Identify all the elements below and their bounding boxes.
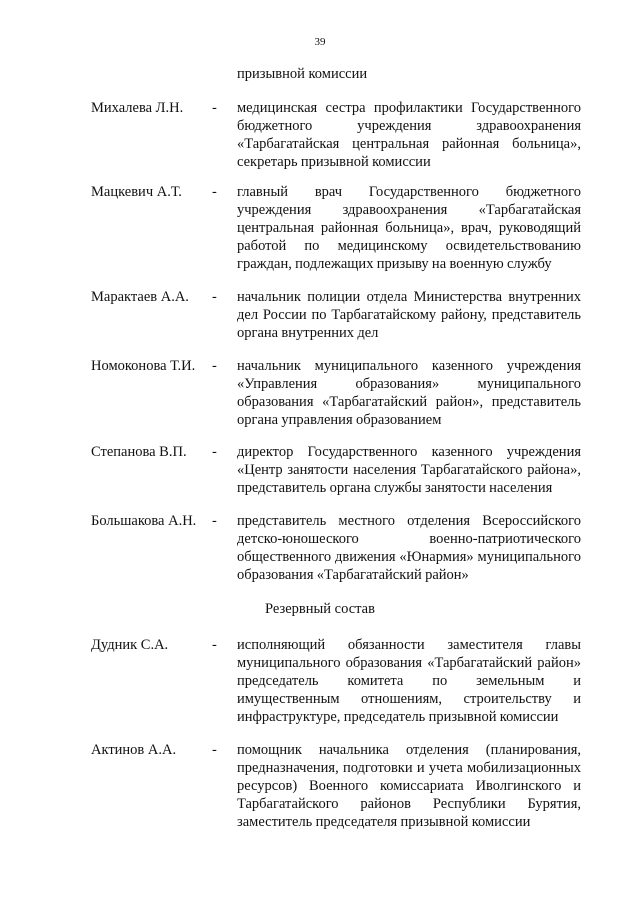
member-name: Номоконова Т.И. — [91, 358, 196, 374]
entry-dash: - — [212, 289, 217, 305]
entry-dash: - — [212, 184, 217, 200]
reserve-member-entry — [91, 636, 581, 726]
member-name: Дудник С.А. — [91, 637, 169, 653]
continuation-text: призывной комиссии — [237, 66, 368, 82]
reserve-member-entry — [91, 741, 581, 831]
member-name: Актинов А.А. — [91, 742, 177, 758]
member-name: Михалева Л.Н. — [91, 100, 184, 116]
member-description: исполняющий обязанности заместителя главы муниципального образования «Тарбагатайский район» председатель комитета по земельным и имущественным отношениям, строительству и инфраструктуре, председатель призывной комиссии — [237, 637, 581, 725]
entry-dash: - — [212, 742, 217, 758]
member-description: представитель местного отделения Всероссийского детско-юношеского военно-патриотического общественного движения «Юнармия» муниципального образования «Тарбагатайский район» — [237, 513, 581, 583]
entry-dash: - — [212, 358, 217, 374]
entry-dash: - — [212, 444, 217, 460]
member-entry — [91, 443, 581, 497]
member-description: директор Государственного казенного учреждения «Центр занятости населения Тарбагатайского района», представитель органа службы занятости населения — [237, 444, 581, 496]
member-description: помощник начальника отделения (планирования, предназначения, подготовки и учета мобилизационных ресурсов) Военного комиссариата Иволгинского и Тарбагатайского районов Республики Бурятия, заместитель председателя призывной комиссии — [237, 742, 581, 830]
member-entry — [91, 357, 581, 429]
member-description: начальник полиции отдела Министерства внутренних дел России по Тарбагатайскому району, представитель органа внутренних дел — [237, 289, 581, 341]
member-name: Марактаев А.А. — [91, 289, 189, 305]
member-entry — [91, 288, 581, 342]
entry-dash: - — [212, 637, 217, 653]
page-number: 39 — [314, 36, 326, 48]
member-description: главный врач Государственного бюджетного учреждения здравоохранения «Тарбагатайская центральная районная больница», врач, руководящий работой по медицинскому освидетельствованию граждан, подлежащих призыву на военную службу — [237, 184, 581, 272]
entry-dash: - — [212, 100, 217, 116]
member-name: Мацкевич А.Т. — [91, 184, 182, 200]
member-entry — [91, 99, 581, 171]
member-name: Большакова А.Н. — [91, 513, 197, 529]
member-description: медицинская сестра профилактики Государственного бюджетного учреждения здравоохранения «Тарбагатайская центральная районная больница», секретарь призывной комиссии — [237, 100, 581, 170]
member-description: начальник муниципального казенного учреждения «Управления образования» муниципального образования «Тарбагатайский район», представитель органа управления образованием — [237, 358, 581, 428]
member-name: Степанова В.П. — [91, 444, 187, 460]
member-entry — [91, 183, 581, 273]
entry-dash: - — [212, 513, 217, 529]
reserve-heading: Резервный состав — [265, 601, 375, 617]
member-entry — [91, 512, 581, 584]
